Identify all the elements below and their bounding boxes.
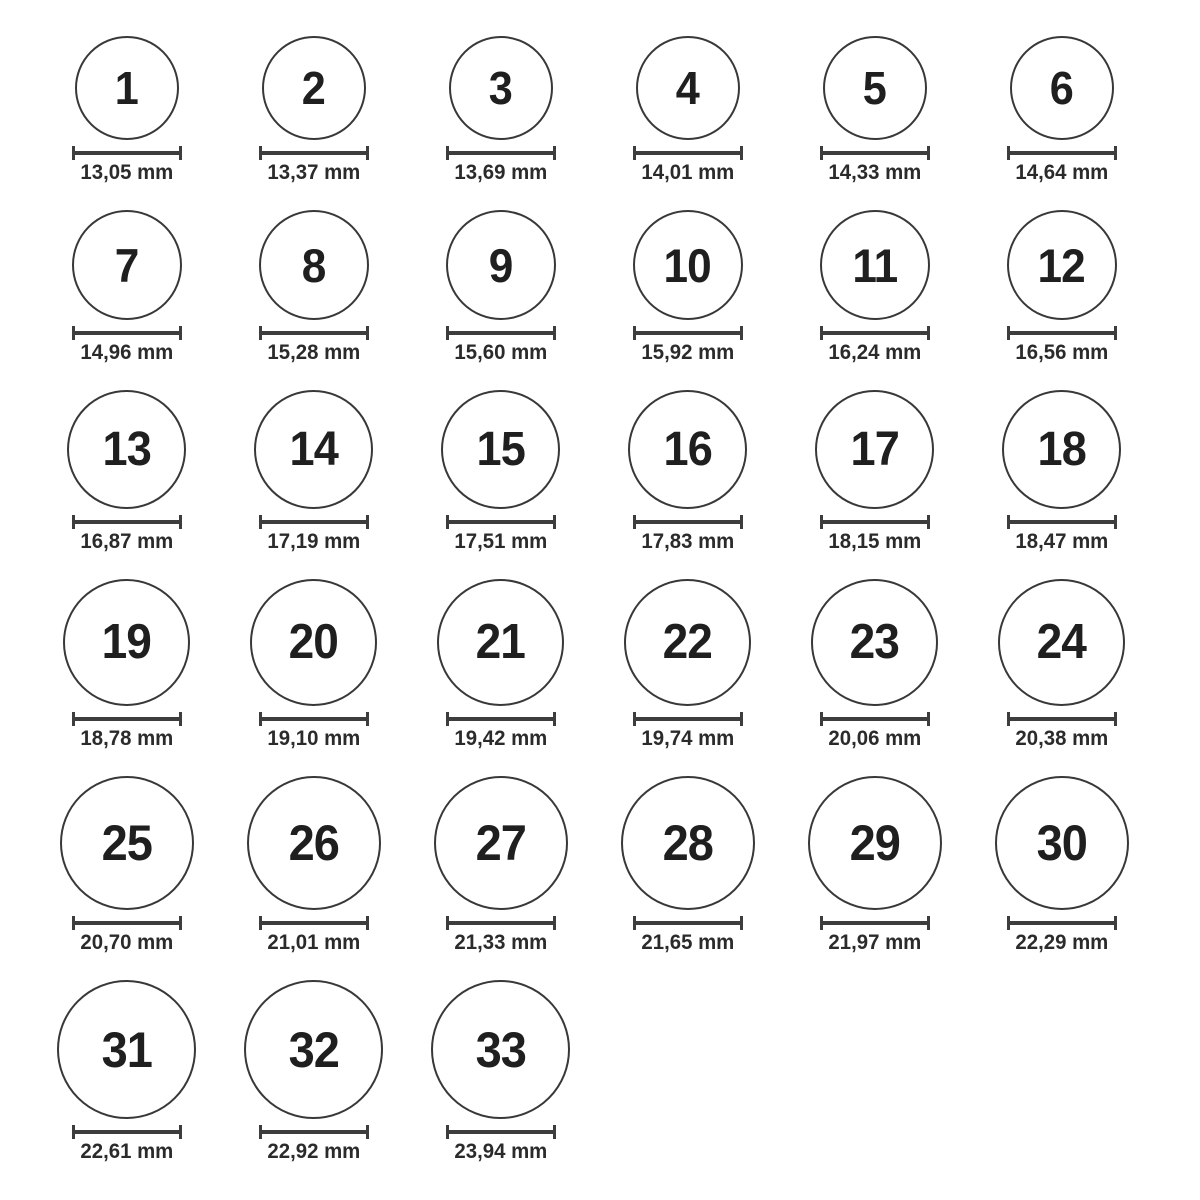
ring-size-row <box>33 579 1200 749</box>
ring-size-number: 7 <box>114 238 139 292</box>
ring-size-number: 15 <box>476 422 525 476</box>
ring-size-item <box>33 776 220 953</box>
ring-size-number: 13 <box>102 422 151 476</box>
ring-size-circle <box>628 390 747 509</box>
measure-bar <box>446 1130 556 1134</box>
ring-size-number: 24 <box>1036 615 1087 669</box>
ring-size-number: 10 <box>663 238 712 292</box>
ring-size-circle <box>247 776 381 910</box>
measure-bar <box>633 331 743 335</box>
diameter-label: 18,47 mm <box>1015 530 1108 553</box>
ring-size-number: 21 <box>475 615 526 669</box>
ring-size-circle <box>815 390 934 509</box>
diameter-label: 21,97 mm <box>828 931 921 954</box>
diameter-label: 18,15 mm <box>828 530 921 553</box>
diameter-measure-line <box>820 326 930 340</box>
diameter-measure-line <box>259 146 369 160</box>
measure-bar <box>1007 520 1117 524</box>
ring-size-circle <box>998 579 1125 706</box>
measure-bar <box>633 921 743 925</box>
measure-bar <box>446 151 556 155</box>
ring-size-circle <box>262 36 366 140</box>
diameter-measure-line <box>446 515 556 529</box>
ring-size-row <box>33 36 1200 183</box>
diameter-measure-line <box>446 146 556 160</box>
ring-size-number: 23 <box>849 615 900 669</box>
measure-bar <box>72 921 182 925</box>
ring-size-number: 12 <box>1037 238 1086 292</box>
ring-size-item <box>594 210 781 363</box>
ring-size-number: 30 <box>1036 815 1087 871</box>
diameter-measure-line <box>259 916 369 930</box>
measure-bar <box>820 151 930 155</box>
ring-size-item <box>968 579 1155 749</box>
measure-bar <box>72 151 182 155</box>
ring-size-item <box>968 210 1155 363</box>
ring-size-circle <box>250 579 377 706</box>
diameter-measure-line <box>820 712 930 726</box>
ring-size-item <box>33 36 220 183</box>
ring-size-number: 1 <box>114 62 139 114</box>
ring-size-number: 26 <box>288 815 339 871</box>
ring-size-item <box>220 210 407 363</box>
diameter-label: 13,37 mm <box>267 161 360 184</box>
measure-bar <box>72 717 182 721</box>
diameter-measure-line <box>72 326 182 340</box>
diameter-label: 14,01 mm <box>641 161 734 184</box>
ring-size-item <box>781 36 968 183</box>
diameter-label: 19,10 mm <box>267 727 360 750</box>
diameter-label: 17,83 mm <box>641 530 734 553</box>
diameter-label: 14,96 mm <box>80 341 173 364</box>
diameter-measure-line <box>1007 326 1117 340</box>
diameter-measure-line <box>72 515 182 529</box>
ring-size-item <box>968 390 1155 552</box>
ring-size-number: 31 <box>101 1021 152 1078</box>
diameter-measure-line <box>633 326 743 340</box>
measure-bar <box>446 921 556 925</box>
measure-bar <box>259 331 369 335</box>
diameter-measure-line <box>259 326 369 340</box>
ring-size-row <box>33 390 1200 552</box>
ring-size-circle <box>1010 36 1114 140</box>
ring-size-number: 16 <box>663 422 712 476</box>
ring-size-circle <box>244 980 383 1119</box>
measure-bar <box>259 151 369 155</box>
diameter-measure-line <box>820 916 930 930</box>
ring-size-item <box>781 776 968 953</box>
diameter-measure-line <box>446 1125 556 1139</box>
diameter-label: 21,65 mm <box>641 931 734 954</box>
diameter-label: 16,24 mm <box>828 341 921 364</box>
ring-size-circle <box>823 36 927 140</box>
diameter-measure-line <box>1007 515 1117 529</box>
ring-size-circle <box>995 776 1129 910</box>
ring-size-item <box>407 579 594 749</box>
diameter-label: 21,01 mm <box>267 931 360 954</box>
diameter-measure-line <box>633 916 743 930</box>
diameter-measure-line <box>72 1125 182 1139</box>
diameter-measure-line <box>259 712 369 726</box>
ring-size-circle <box>434 776 568 910</box>
ring-size-circle <box>1007 210 1117 320</box>
ring-size-item <box>407 210 594 363</box>
ring-size-number: 32 <box>288 1021 339 1078</box>
ring-size-number: 5 <box>862 62 887 114</box>
ring-size-item <box>220 36 407 183</box>
diameter-label: 16,87 mm <box>80 530 173 553</box>
measure-bar <box>820 717 930 721</box>
measure-bar <box>633 717 743 721</box>
diameter-measure-line <box>633 515 743 529</box>
diameter-label: 23,94 mm <box>454 1140 547 1163</box>
diameter-measure-line <box>446 916 556 930</box>
ring-size-item <box>33 390 220 552</box>
ring-size-number: 29 <box>849 815 900 871</box>
ring-size-circle <box>636 36 740 140</box>
diameter-measure-line <box>259 515 369 529</box>
measure-bar <box>259 717 369 721</box>
measure-bar <box>1007 151 1117 155</box>
diameter-measure-line <box>72 916 182 930</box>
measure-bar <box>446 520 556 524</box>
ring-size-circle <box>63 579 190 706</box>
measure-bar <box>259 1130 369 1134</box>
ring-size-number: 33 <box>475 1021 526 1078</box>
diameter-label: 17,19 mm <box>267 530 360 553</box>
measure-bar <box>259 520 369 524</box>
measure-bar <box>633 520 743 524</box>
ring-size-circle <box>621 776 755 910</box>
ring-size-circle <box>446 210 556 320</box>
ring-size-row <box>33 776 1200 953</box>
diameter-label: 22,61 mm <box>80 1140 173 1163</box>
diameter-label: 15,92 mm <box>641 341 734 364</box>
measure-bar <box>72 1130 182 1134</box>
ring-size-circle <box>72 210 182 320</box>
ring-size-item <box>220 980 407 1162</box>
diameter-label: 15,60 mm <box>454 341 547 364</box>
ring-size-circle <box>259 210 369 320</box>
ring-size-item <box>781 390 968 552</box>
diameter-measure-line <box>446 712 556 726</box>
ring-size-circle <box>437 579 564 706</box>
diameter-label: 13,69 mm <box>454 161 547 184</box>
diameter-measure-line <box>820 146 930 160</box>
measure-bar <box>72 520 182 524</box>
ring-size-number: 28 <box>662 815 713 871</box>
ring-size-item <box>33 579 220 749</box>
measure-bar <box>820 921 930 925</box>
measure-bar <box>633 151 743 155</box>
diameter-measure-line <box>633 712 743 726</box>
ring-size-circle <box>624 579 751 706</box>
diameter-label: 13,05 mm <box>80 161 173 184</box>
ring-size-circle <box>57 980 196 1119</box>
diameter-label: 14,33 mm <box>828 161 921 184</box>
ring-size-number: 25 <box>101 815 152 871</box>
diameter-measure-line <box>1007 146 1117 160</box>
ring-size-item <box>594 776 781 953</box>
ring-size-circle <box>60 776 194 910</box>
measure-bar <box>1007 717 1117 721</box>
ring-size-number: 2 <box>301 62 326 114</box>
ring-size-circle <box>75 36 179 140</box>
ring-size-number: 4 <box>675 62 700 114</box>
ring-size-item <box>781 210 968 363</box>
ring-size-number: 19 <box>101 615 152 669</box>
diameter-label: 17,51 mm <box>454 530 547 553</box>
ring-size-item <box>33 980 220 1162</box>
measure-bar <box>72 331 182 335</box>
ring-size-number: 9 <box>488 238 513 292</box>
diameter-label: 19,42 mm <box>454 727 547 750</box>
measure-bar <box>446 717 556 721</box>
diameter-label: 22,92 mm <box>267 1140 360 1163</box>
ring-size-item <box>220 579 407 749</box>
diameter-label: 16,56 mm <box>1015 341 1108 364</box>
measure-bar <box>446 331 556 335</box>
ring-size-item <box>968 776 1155 953</box>
diameter-label: 21,33 mm <box>454 931 547 954</box>
diameter-label: 20,70 mm <box>80 931 173 954</box>
ring-size-item <box>407 776 594 953</box>
ring-size-circle <box>254 390 373 509</box>
ring-size-item <box>594 579 781 749</box>
ring-size-circle <box>449 36 553 140</box>
diameter-label: 14,64 mm <box>1015 161 1108 184</box>
ring-size-item <box>33 210 220 363</box>
ring-size-item <box>220 390 407 552</box>
diameter-measure-line <box>72 146 182 160</box>
measure-bar <box>820 520 930 524</box>
ring-size-row <box>33 980 1200 1162</box>
ring-size-circle <box>811 579 938 706</box>
diameter-label: 22,29 mm <box>1015 931 1108 954</box>
ring-size-circle <box>431 980 570 1119</box>
ring-size-circle <box>820 210 930 320</box>
ring-size-item <box>781 579 968 749</box>
ring-size-item <box>968 36 1155 183</box>
ring-size-number: 27 <box>475 815 526 871</box>
diameter-label: 20,06 mm <box>828 727 921 750</box>
ring-size-item <box>220 776 407 953</box>
ring-size-number: 3 <box>488 62 513 114</box>
measure-bar <box>259 921 369 925</box>
diameter-label: 19,74 mm <box>641 727 734 750</box>
diameter-measure-line <box>1007 916 1117 930</box>
ring-size-number: 11 <box>852 238 897 292</box>
ring-size-item <box>594 390 781 552</box>
diameter-measure-line <box>259 1125 369 1139</box>
ring-size-item <box>594 36 781 183</box>
ring-size-number: 22 <box>662 615 713 669</box>
ring-size-circle <box>808 776 942 910</box>
measure-bar <box>1007 331 1117 335</box>
measure-bar <box>820 331 930 335</box>
ring-size-circle <box>67 390 186 509</box>
diameter-measure-line <box>446 326 556 340</box>
ring-size-item <box>407 390 594 552</box>
ring-size-number: 14 <box>289 422 338 476</box>
diameter-measure-line <box>72 712 182 726</box>
ring-size-number: 20 <box>288 615 339 669</box>
ring-size-number: 17 <box>850 422 899 476</box>
diameter-label: 15,28 mm <box>267 341 360 364</box>
ring-size-circle <box>1002 390 1121 509</box>
ring-size-number: 6 <box>1049 62 1074 114</box>
diameter-measure-line <box>820 515 930 529</box>
ring-size-circle <box>633 210 743 320</box>
ring-size-row <box>33 210 1200 363</box>
ring-size-circle <box>441 390 560 509</box>
ring-size-item <box>407 36 594 183</box>
ring-size-number: 18 <box>1037 422 1086 476</box>
diameter-label: 18,78 mm <box>80 727 173 750</box>
measure-bar <box>1007 921 1117 925</box>
diameter-measure-line <box>1007 712 1117 726</box>
diameter-measure-line <box>633 146 743 160</box>
ring-size-number: 8 <box>301 238 326 292</box>
diameter-label: 20,38 mm <box>1015 727 1108 750</box>
ring-size-item <box>407 980 594 1162</box>
